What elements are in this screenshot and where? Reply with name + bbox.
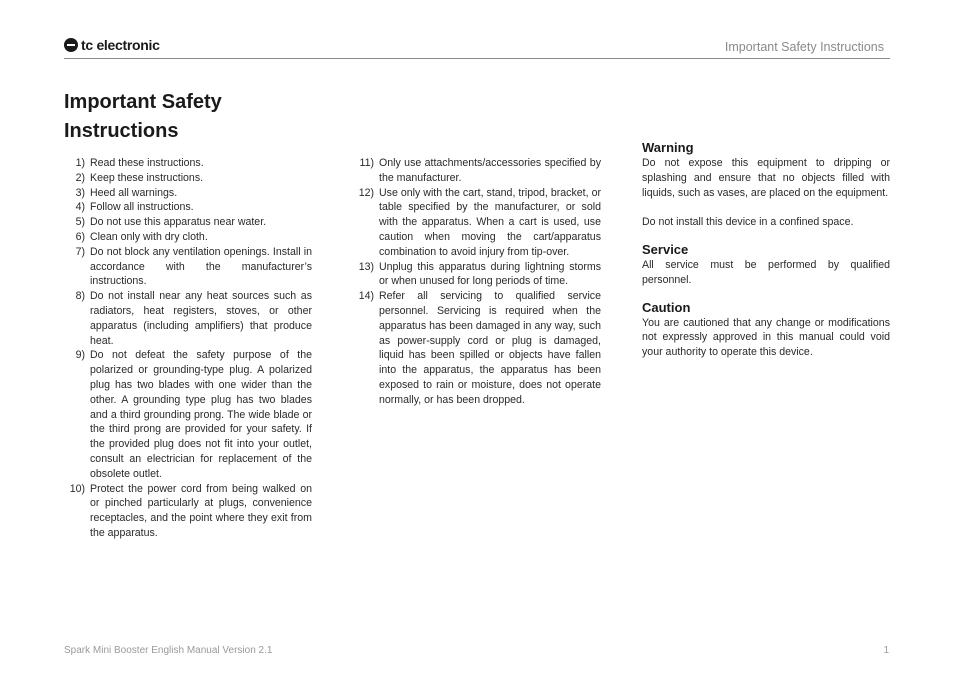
caution-text: You are cautioned that any change or modifications not expressly approved in this manual could void your authority to operate this device. [642,316,890,359]
item-text: Only use attachments/accessories specified by the manufacturer. [379,157,601,184]
list-item [64,245,312,289]
item-text: Keep these instructions. [90,171,204,184]
item-number: 7) [75,245,85,258]
notices-column [642,139,890,371]
instructions-column-2 [353,156,601,408]
item-text: Heed all warnings. [90,186,178,199]
caution-section [642,299,890,360]
item-number: 6) [75,230,85,243]
list-item [353,186,601,260]
item-number: 5) [75,216,85,229]
brand-logo-text: tc electronic [81,37,160,53]
page-title [64,88,222,146]
item-text: Refer all servicing to qualified service personnel. Servicing is required when the apparatus has been damaged in any way, such as power-supply cord or plug is damaged, liquid has been spilled or objects have fallen into the apparatus, the apparatus has been exposed to rain or moisture, does not operate normally, or has been dropped. [379,290,601,406]
item-text: Do not block any ventilation openings. Install in accordance with the manufacturer’s instructions. [90,245,312,288]
service-section [642,241,890,288]
item-number: 2) [75,171,85,184]
item-text: Use only with the cart, stand, tripod, bracket, or table specified by the manufacturer, or sold with the apparatus. When a cart is used, use caution when moving the cart/apparatus combination to avoid injury from tip-over. [379,186,601,258]
item-text: Do not install near any heat sources such as radiators, heat registers, stoves, or other apparatus (including amplifiers) that produce heat. [90,290,312,347]
item-number: 14) [358,290,374,303]
brand-logo [64,37,160,53]
page-header [64,36,890,59]
item-text: Do not defeat the safety purpose of the polarized or grounding-type plug. A polarized plug has two blades with one wider than the other. A grounding type plug has two blades and a third grounding prong. The wide blade or the third prong are provided for your safety. If the provided plug does not fit into your outlet, consult an electrician for replacement of the obsolete outlet. [90,349,312,480]
item-text: Protect the power cord from being walked on or pinched particularly at plugs, convenience receptacles, and the point where they exit from the apparatus. [90,482,312,539]
header-section-title: Important Safety Instructions [724,40,884,54]
warning-text-1: Do not expose this equipment to dripping or splashing and ensure that no objects filled with liquids, such as vases, are placed on the equipment. [642,157,890,199]
service-heading: Service [642,241,689,257]
item-number: 13) [358,260,374,273]
list-item [64,230,312,245]
item-text: Read these instructions. [90,157,204,169]
item-text: Follow all instructions. [90,201,194,214]
list-item [353,156,601,186]
page-title-line1: Important Safety [64,91,222,113]
tc-logo-icon [64,38,78,52]
item-number: 12) [358,186,374,199]
warning-text-2: Do not install this device in a confined space. [642,216,854,229]
warning-heading: Warning [642,140,694,155]
list-item [64,156,312,171]
list-item [64,200,312,215]
item-number: 4) [75,201,85,214]
item-number: 11) [359,157,374,169]
item-text: Clean only with dry cloth. [90,230,208,243]
item-number: 1) [75,157,85,169]
list-item [64,348,312,481]
instructions-column-1 [64,156,312,541]
item-text: Unplug this apparatus during lightning storms or when unused for long periods of time. [379,260,601,288]
list-item [64,482,312,541]
footer-page-number: 1 [883,645,889,656]
item-number: 10) [69,482,85,495]
list-item [64,186,312,201]
instructions-list-2 [353,156,601,408]
list-item [353,289,601,407]
instructions-list-1 [64,156,312,541]
service-text: All service must be performed by qualified personnel. [642,258,890,286]
footer-manual-version: Spark Mini Booster English Manual Version 2.1 [64,645,273,656]
list-item [64,171,312,186]
page-title-line2: Instructions [64,120,179,142]
list-item [64,289,312,348]
item-text: Do not use this apparatus near water. [90,216,267,229]
item-number: 3) [75,186,85,199]
warning-section [642,139,890,230]
list-item [353,260,601,290]
caution-heading: Caution [642,299,691,315]
item-number: 8) [75,290,85,303]
list-item [64,215,312,230]
item-number: 9) [75,349,85,362]
